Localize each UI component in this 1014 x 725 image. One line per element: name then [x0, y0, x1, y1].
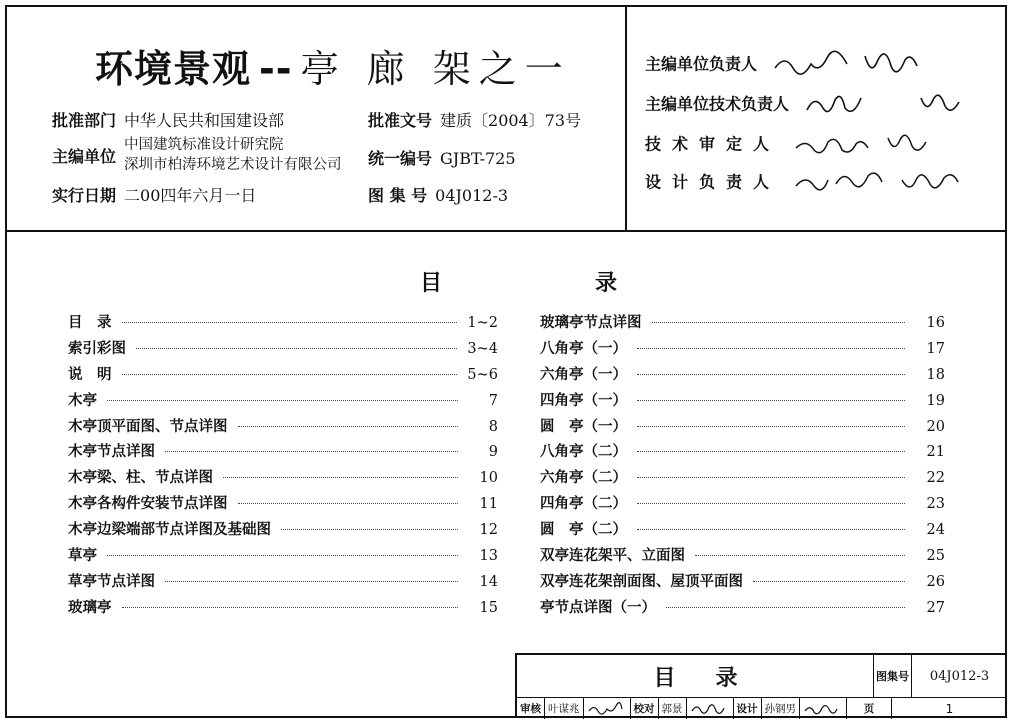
toc-entry[interactable]: 四角亭（二） 23 [540, 496, 945, 513]
toc-entry[interactable]: 木亭各构件安装节点详图 11 [68, 496, 498, 513]
title-main: 环境景观 [95, 47, 252, 91]
atlas-number: 图 集 号 04J012-3 [368, 186, 509, 205]
approval-doc: 批准文号 建质〔2004〕73号 [368, 111, 582, 130]
toc-right-column [540, 311, 945, 622]
toc-entry[interactable]: 圆 亭（二） 24 [540, 522, 945, 539]
handwritten-signature [690, 702, 726, 716]
handwritten-signature [801, 88, 971, 122]
signature-divider [625, 5, 627, 230]
handwritten-signature [769, 48, 939, 82]
signature-tech-head: 主编单位技术负责人 [645, 88, 971, 122]
toc-entry[interactable]: 六角亭（一） 18 [540, 366, 945, 383]
title-block-atlas-number: 04J012-3 [929, 668, 990, 684]
signature-technical-approver: 技术审定人 [645, 128, 952, 162]
toc-entry[interactable]: 木亭 7 [68, 392, 498, 409]
toc-heading-left: 目 [420, 271, 443, 296]
title-subtitle: 亭 廊 架之一 [300, 47, 571, 91]
header-divider [5, 230, 1007, 232]
toc-entry[interactable]: 说 明 5~6 [68, 366, 498, 383]
toc-entry[interactable]: 木亭节点详图 9 [68, 444, 498, 461]
signature-design-head: 设计负责人 [645, 166, 982, 200]
handwritten-signature [792, 128, 952, 162]
toc-entry[interactable]: 亭节点详图（一） 27 [540, 599, 945, 616]
handwritten-signature [803, 702, 839, 716]
unified-number: 统一编号 GJBT-725 [368, 149, 516, 168]
toc-entry[interactable]: 玻璃亭节点详图 16 [540, 315, 945, 331]
toc-entry[interactable]: 双亭连花架剖面图、屋顶平面图 26 [540, 573, 945, 590]
toc-entry[interactable]: 木亭顶平面图、节点详图 8 [68, 418, 498, 435]
toc-entry[interactable]: 六角亭（二） 22 [540, 470, 945, 487]
toc-entry[interactable]: 八角亭（二） 21 [540, 444, 945, 461]
toc-entry[interactable]: 木亭边梁端部节点详图及基础图 12 [68, 522, 498, 539]
handwritten-signature [587, 702, 623, 716]
toc-left-column [68, 311, 498, 622]
toc-entry[interactable]: 草亭节点详图 14 [68, 573, 498, 590]
title-block-atlas-label: 图集号 [874, 655, 912, 697]
title-separator: -- [259, 47, 293, 91]
title-block-signoff-row: 审核 叶谋兆 校对 郭景 设计 孙钢男 页 1 [517, 697, 1007, 719]
title-block-title: 目录 [653, 665, 778, 691]
effective-date: 实行日期 二00四年六月一日 [52, 186, 257, 205]
toc-entry[interactable]: 木亭梁、柱、节点详图 10 [68, 470, 498, 487]
toc-entry[interactable]: 圆 亭（一） 20 [540, 418, 945, 435]
toc-entry[interactable]: 八角亭（一） 17 [540, 340, 945, 357]
toc-entry[interactable]: 双亭连花架平、立面图 25 [540, 548, 945, 565]
title-block-page-number: 1 [945, 701, 954, 716]
atlas-title [95, 38, 571, 93]
approval-dept: 批准部门 中华人民共和国建设部 [52, 111, 285, 130]
toc-heading-right: 录 [595, 271, 618, 296]
chief-unit: 主编单位 中国建筑标准设计研究院 深圳市柏涛环境艺术设计有限公司 [52, 137, 342, 173]
handwritten-signature [792, 166, 982, 200]
toc-entry[interactable]: 草亭 13 [68, 548, 498, 565]
toc-entry[interactable]: 目 录 1~2 [68, 315, 498, 331]
signature-chief-unit-head: 主编单位负责人 [645, 48, 939, 82]
toc-entry[interactable]: 四角亭（一） 19 [540, 392, 945, 409]
title-block [515, 653, 1007, 718]
toc-entry[interactable]: 玻璃亭 15 [68, 599, 498, 616]
title-block-page-label: 页 [847, 698, 892, 719]
toc-entry[interactable]: 索引彩图 3~4 [68, 340, 498, 357]
